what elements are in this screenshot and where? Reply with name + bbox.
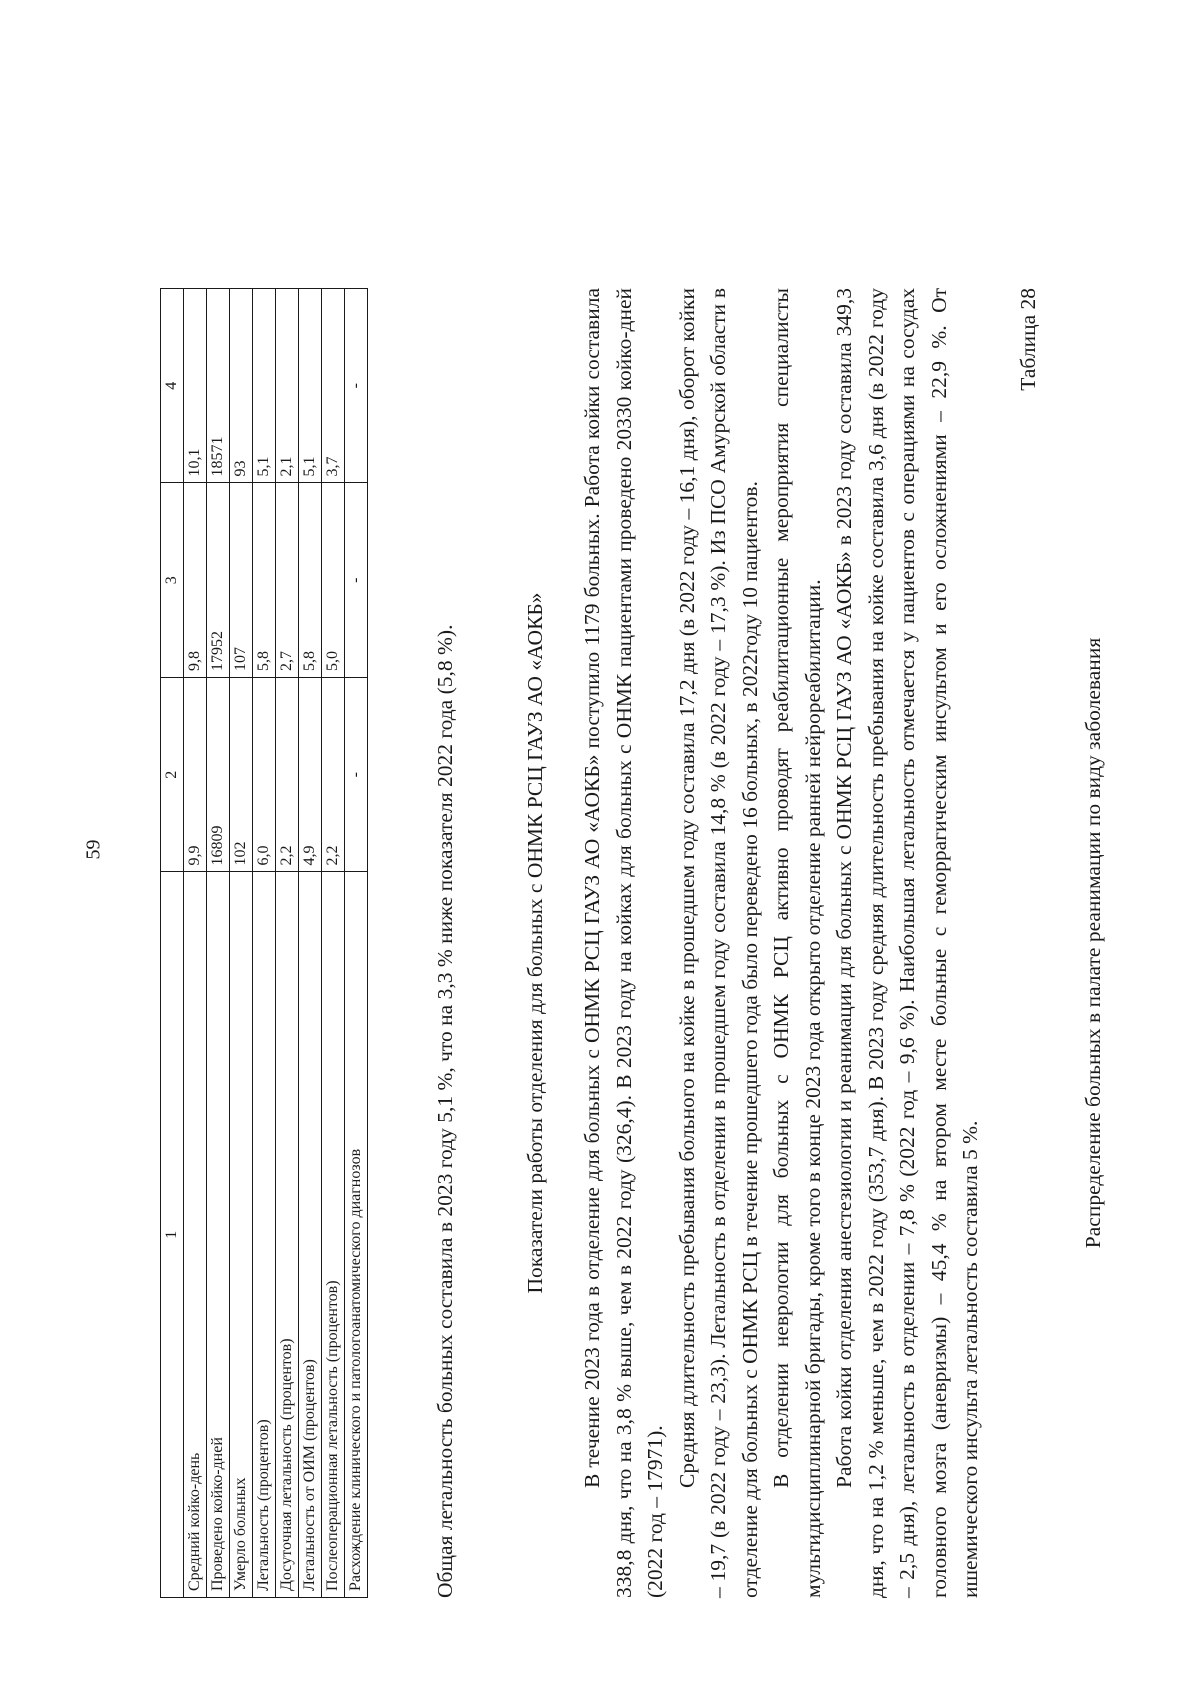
row-label: Послеоперационная летальность (процентов) bbox=[322, 872, 345, 1598]
document-body bbox=[160, 268, 1105, 1598]
table-row bbox=[184, 289, 207, 1598]
cell-value: 5,8 bbox=[299, 483, 322, 677]
table-row bbox=[207, 289, 230, 1598]
cell-value: 2,2 bbox=[276, 677, 299, 871]
table-header-row bbox=[161, 289, 184, 1598]
cell-value: 5,1 bbox=[253, 289, 276, 484]
indicators-table bbox=[160, 288, 368, 1598]
paragraph: Средняя длительность пребывания больного на койке в прошедшем году составила 17,2 дня (в 2022 году – 16,1 дня), оборот койки – 19,7 (в 2022 году – 23,3). Летальность в отделении в прошедшем году составила 14,8 % (в 2022 году – 17,3 %). Из ПСО Амурской области в отделение для больных с ОНМК РСЦ в течение прошедшего года было переведено 16 больных, в 2022году 10 пациентов. bbox=[674, 288, 762, 1598]
cell-value: 2,1 bbox=[276, 289, 299, 484]
cell-value: 10,1 bbox=[184, 289, 207, 484]
row-label: Умерло больных bbox=[230, 872, 253, 1598]
cell-value: 18571 bbox=[207, 289, 230, 484]
table-row bbox=[345, 289, 368, 1598]
table-row bbox=[230, 289, 253, 1598]
cell-value: 102 bbox=[230, 677, 253, 871]
table-caption: Распределение больных в палате реанимации по виду заболевания bbox=[1081, 637, 1105, 1249]
row-label: Расхождение клинического и патологоанатомического диагнозов bbox=[345, 872, 368, 1598]
mortality-summary: Общая летальность больных составила в 2023 году 5,1 %, что на 3,3 % ниже показателя 2022 года (5,8 %). bbox=[433, 624, 457, 1598]
cell-value: 17952 bbox=[207, 483, 230, 677]
cell-value: 107 bbox=[230, 483, 253, 677]
paragraph: В течение 2023 года в отделение для больных с ОНМК РСЦ ГАУЗ АО «АОКБ» поступило 1179 больных. Работа койки составила 338,8 дня, что на 3,8 % выше, чем в 2022 году (326,4). В 2023 году на койках для больных с ОНМК пациентами проведено 20330 койко-дней (2022 год – 17971). bbox=[580, 288, 667, 1598]
cell-value: 2,7 bbox=[276, 483, 299, 677]
table-row bbox=[299, 289, 322, 1598]
cell-value: 16809 bbox=[207, 677, 230, 871]
paragraph: Работа койки отделения анестезиологии и реанимации для больных с ОНМК РСЦ ГАУЗ АО «АОКБ» в 2023 году составила 349,3 дня, что на 1,2 % меньше, чем в 2022 году (353,7 дня). В 2023 году средняя длительность пребывания на койке составила 3,6 дня (в 2022 году – 2,5 дня), летальность в отделении – 7,8 % (2022 год – 9,6 %). Наибольшая летальность отмечается у пациентов с операциями на сосудах головного мозга (аневризмы) – 45,4 % на втором месте больные с геморрагическим инсультом и его осложнениями – 22,9 %. От ишемического инсульта летальность составила 5 %. bbox=[832, 288, 982, 1598]
cell-value: 5,0 bbox=[322, 483, 345, 677]
cell-value: 2,2 bbox=[322, 677, 345, 871]
cell-value: 4,9 bbox=[299, 677, 322, 871]
table-header-cell: 2 bbox=[161, 677, 184, 871]
row-label: Средний койко-день bbox=[184, 872, 207, 1598]
cell-value: 5,1 bbox=[299, 289, 322, 484]
cell-value: 3,7 bbox=[322, 289, 345, 484]
cell-value: - bbox=[345, 483, 368, 677]
cell-value: 9,8 bbox=[184, 483, 207, 677]
row-label: Летальность от ОИМ (процентов) bbox=[299, 872, 322, 1598]
cell-value: - bbox=[345, 677, 368, 871]
body-text bbox=[577, 288, 987, 1598]
rotated-page-content bbox=[0, 218, 1105, 1698]
table-label: Таблица 28 bbox=[1015, 288, 1040, 391]
section-title: Показатели работы отделения для больных с ОНМК РСЦ ГАУЗ АО «АОКБ» bbox=[522, 592, 547, 1294]
table-header-cell: 3 bbox=[161, 483, 184, 677]
cell-value: 93 bbox=[230, 289, 253, 484]
paragraph: В отделении неврологии для больных с ОНМК РСЦ активно проводят реабилитационные мероприятия специалисты мультидисциплинарной бригады, кроме того в конце 2023 года открыто отделение ранней нейрореабилитации. bbox=[769, 288, 825, 1598]
row-label: Досуточная летальность (процентов) bbox=[276, 872, 299, 1598]
cell-value: - bbox=[345, 289, 368, 484]
cell-value: 9,9 bbox=[184, 677, 207, 871]
row-label: Проведено койко-дней bbox=[207, 872, 230, 1598]
table-row bbox=[253, 289, 276, 1598]
table-row bbox=[276, 289, 299, 1598]
table-header-cell: 1 bbox=[161, 872, 184, 1598]
table-row bbox=[322, 289, 345, 1598]
row-label: Летальность (процентов) bbox=[253, 872, 276, 1598]
page-number: 59 bbox=[82, 839, 105, 860]
cell-value: 5,8 bbox=[253, 483, 276, 677]
table-header-cell: 4 bbox=[161, 289, 184, 484]
cell-value: 6,0 bbox=[253, 677, 276, 871]
